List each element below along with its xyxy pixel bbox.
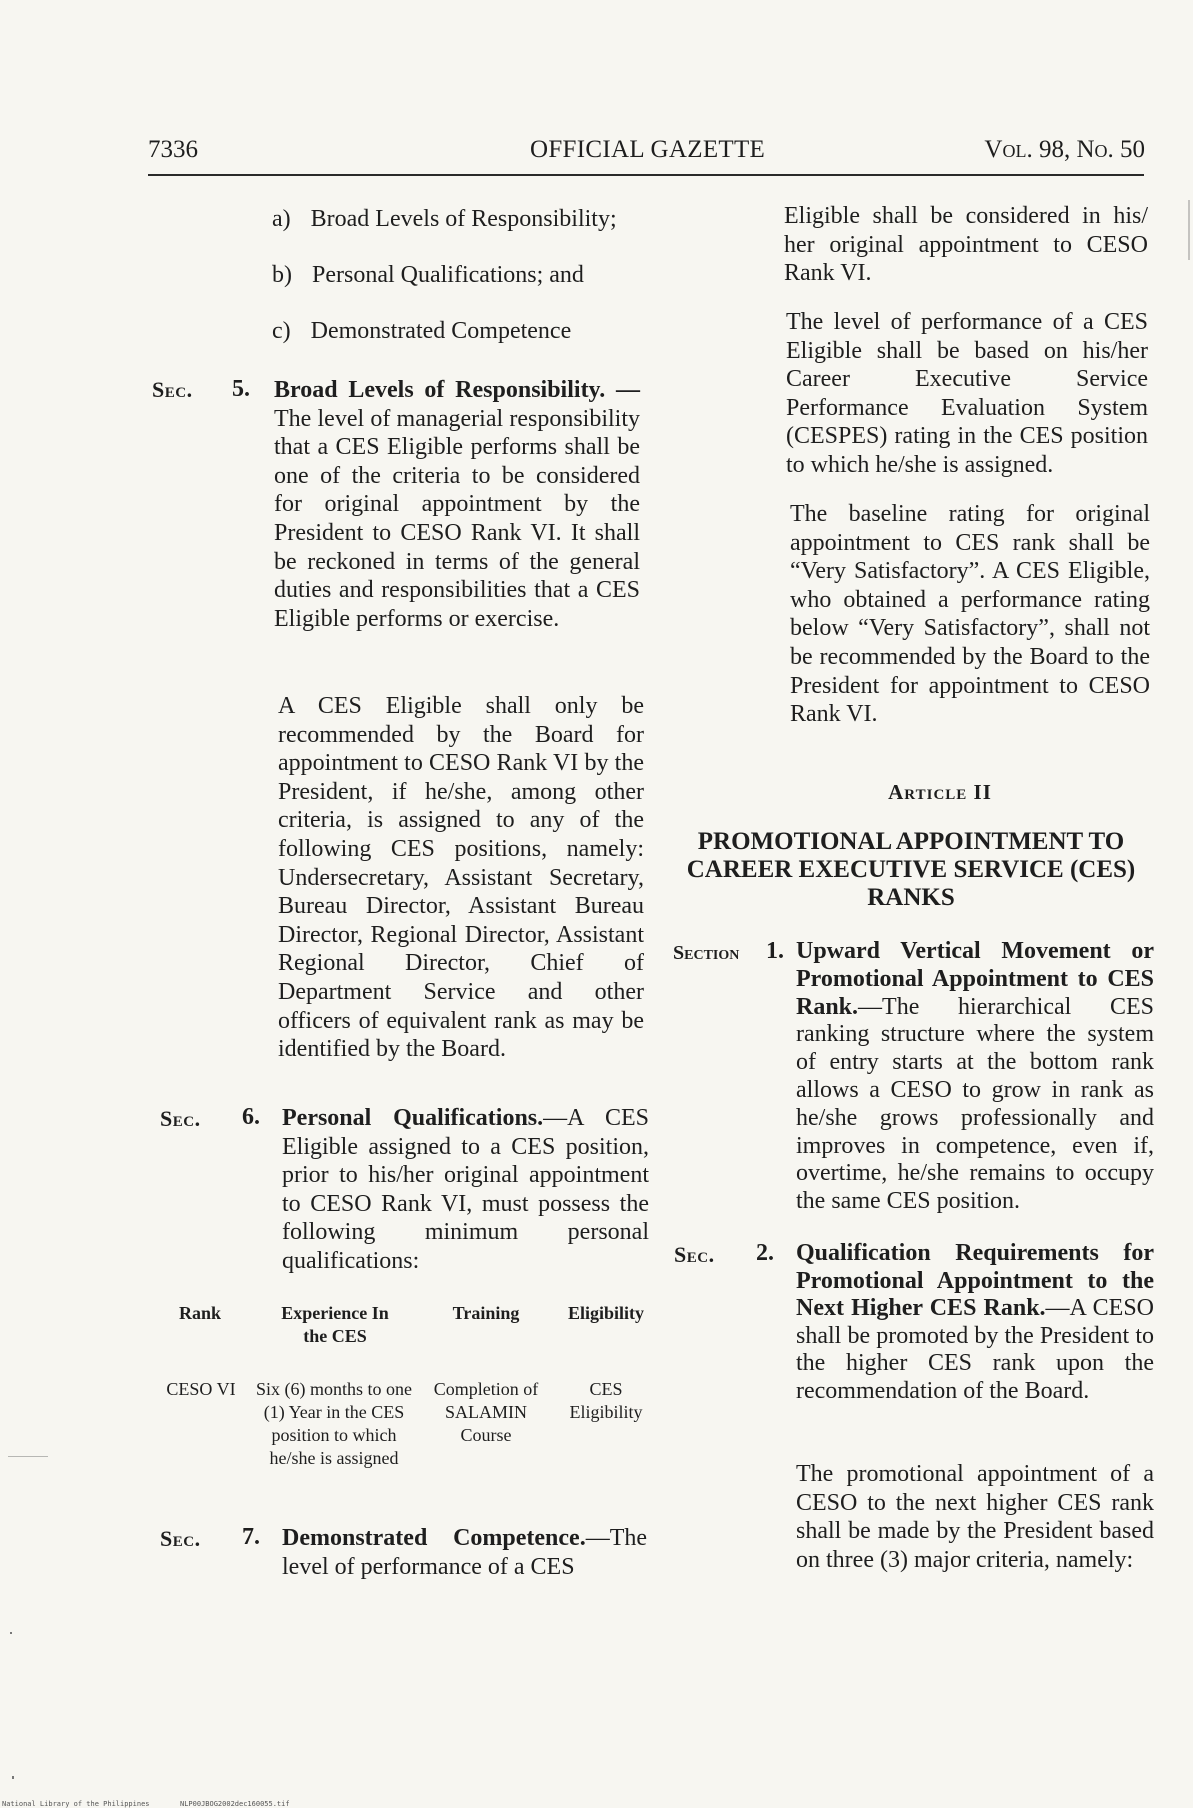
section-number: 6. [242, 1104, 260, 1130]
table-cell: CES Eligibility [569, 1379, 643, 1422]
section-body: Personal Qualifications.—A CES Eligible assigned to a CES position, prior to his/her original appointment to CESO Rank VI, must possess the following minimum personal qualifications: [282, 1105, 649, 1274]
section-body: Upward Vertical Movement or Promotional Appointment to CES Rank.—The hierarchical CES ranking structure where the system of entry starts at the bottom rank allows a CESO to grow in rank as he/she grows professionally and improves in competence, even if, overtime, he/she remains to occupy the same CES position. [796, 938, 1154, 1215]
section-heading: Personal Qualifications. [282, 1105, 544, 1131]
footer-library: National Library of the Philippines [2, 1800, 150, 1808]
publication-title: OFFICIAL GAZETTE [530, 136, 766, 163]
table-header: Training [452, 1303, 520, 1323]
header-rule [148, 174, 1144, 176]
section-heading: Upward Vertical Movement or Promotional Appointment to CES Rank. [796, 938, 1154, 1020]
section-number: 7. [242, 1524, 260, 1550]
section-label: Section [673, 942, 740, 964]
list-item: c) Demonstrated Competence [272, 318, 572, 344]
scan-artifact [1188, 200, 1190, 260]
section-label: Sec. [160, 1526, 201, 1551]
scan-artifact [8, 1456, 48, 1457]
scan-artifact [10, 1632, 12, 1634]
table-header: Experience In the CES [281, 1303, 389, 1346]
section-body: Qualification Requirements for Promotional Appointment to the Next Higher CES Rank.—A CESO shall be promoted by the President to the higher CES rank upon the recommendation of the Board. [796, 1240, 1154, 1404]
scan-artifact [12, 1776, 14, 1779]
section-body: Demonstrated Competence.—The level of performance of a CES [282, 1525, 647, 1580]
table-cell: Six (6) months to one (1) Year in the CES position to which he/she is assigned [256, 1379, 412, 1468]
section-label: Sec. [674, 1242, 715, 1267]
table-cell: CESO VI [166, 1379, 236, 1399]
section-body: Broad Levels of Responsibility. — The level of managerial responsibility that a CES Eligible performs shall be one of the criteria to be considered for original appointment by the President to CESO Rank VI. It shall be reckoned in terms of the general duties and responsibilities that a CES Eligible performs or exercise. [274, 377, 640, 632]
section-number: 1. [766, 938, 784, 964]
section-paragraph: The promotional appointment of a CESO to the next higher CES rank shall be made by the President based on three (3) major criteria, namely: [796, 1461, 1154, 1573]
section-number: 5. [232, 376, 250, 402]
paragraph: The baseline rating for original appointment to CES rank shall be “Very Satisfactory”. A CES Eligible, who obtained a performance rating below “Very Satisfactory”, shall not be recommended by the Board to the President for appointment to CESO Rank VI. [790, 501, 1150, 728]
section-heading: Demonstrated Competence. [282, 1525, 586, 1551]
volume-info: Vol. 98, No. 50 [984, 136, 1145, 163]
list-item: b) Personal Qualifications; and [272, 262, 584, 288]
paragraph: Eligible shall be considered in his/ her original appointment to CESO Rank VI. [784, 203, 1148, 287]
table-cell: Completion of SALAMIN Course [433, 1379, 539, 1445]
section-heading: Broad Levels of Responsibility. — [274, 377, 640, 403]
footer-file-id: NLP00JBOG2002dec160055.tif [180, 1800, 290, 1808]
section-paragraph: A CES Eligible shall only be recommended by the Board for appointment to CESO Rank VI by the President, if he/she, among other criteria, is assigned to any of the following CES positions, namely: Undersecretary, Assistant Secretary, Bureau Director, Assistant Bureau Director, Regional Director, Assistant Regional Director, Chief of Department Service and other officers of equivalent rank as may be identified by the Board. [278, 693, 644, 1063]
article-label: Article II [888, 780, 992, 804]
page-number: 7336 [148, 136, 198, 163]
section-number: 2. [756, 1240, 774, 1266]
table-header: Rank [178, 1303, 222, 1323]
section-label: Sec. [152, 377, 193, 402]
table-header: Eligibility [567, 1303, 645, 1323]
section-label: Sec. [160, 1106, 201, 1131]
article-title: PROMOTIONAL APPOINTMENT TO CAREER EXECUTIVE SERVICE (CES) RANKS [686, 828, 1136, 911]
list-item: a) Broad Levels of Responsibility; [272, 206, 617, 232]
section-heading: Qualification Requirements for Promotional Appointment to the Next Higher CES Rank. [796, 1240, 1154, 1322]
paragraph: The level of performance of a CES Eligible shall be based on his/her Career Executive Service Performance Evaluation System (CESPES) rating in the CES position to which he/she is assigned. [786, 309, 1148, 478]
